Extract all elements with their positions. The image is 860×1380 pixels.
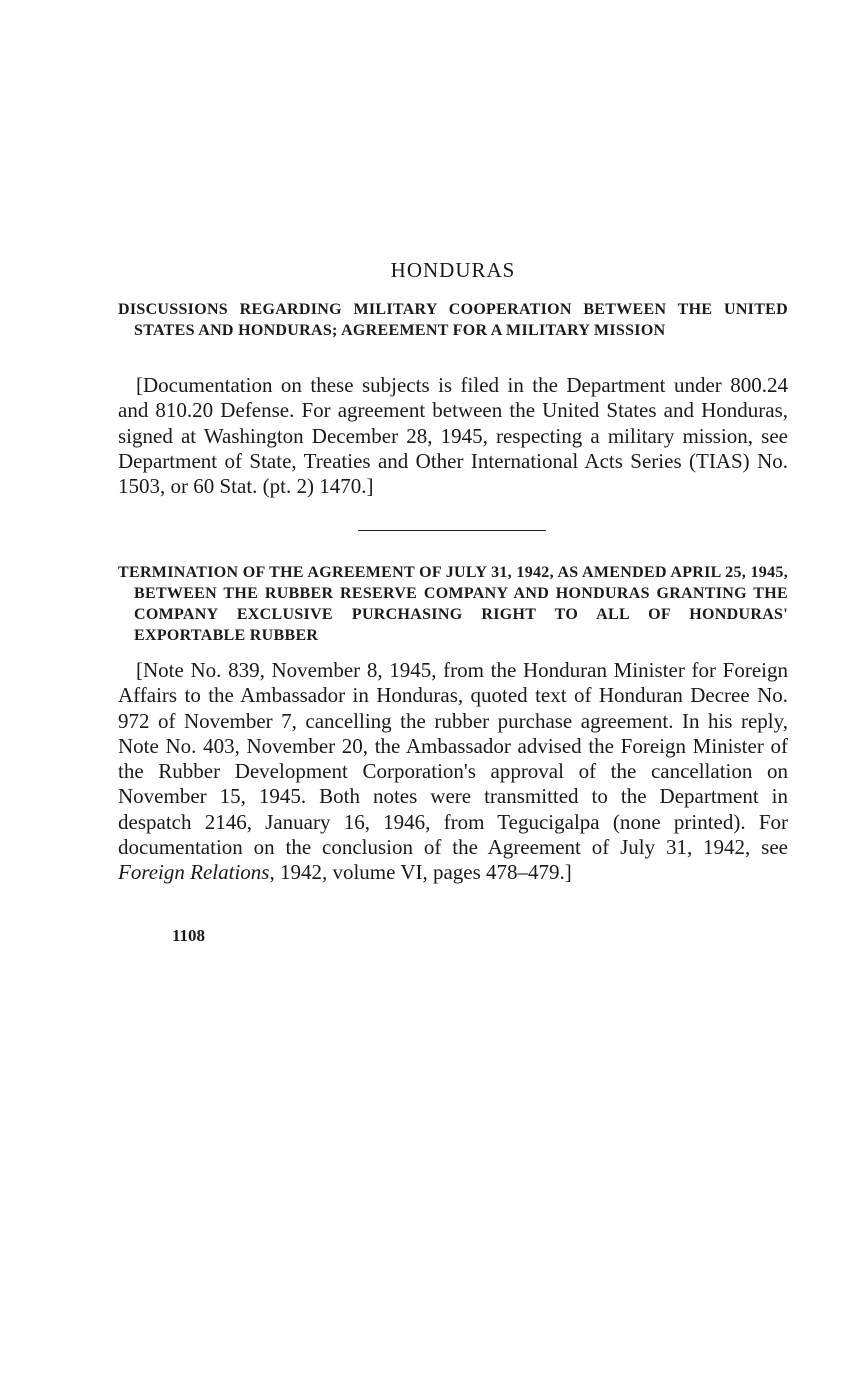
section-body-military-cooperation: [Documentation on these subjects is filed in the Department under 800.24 and 810.20 Defense. For agreement between the United States and Honduras, signed at Washington December 28, 1945, respecting a military mission, see Department of State, Treaties and Other International Acts Series (TIAS) No. 1503, or 60 Stat. (pt. 2) 1470.] — [118, 373, 788, 499]
section-divider — [358, 530, 546, 531]
section-heading-rubber-agreement: TERMINATION OF THE AGREEMENT OF JULY 31, 1942, AS AMENDED APRIL 25, 1945, BETWEEN THE RUBBER RESERVE COMPANY AND HONDURAS GRANTING THE COMPANY EXCLUSIVE PURCHASING RIGHT TO ALL OF HONDURAS' EXPORTABLE RUBBER — [118, 564, 788, 644]
section-body-rubber-agreement — [118, 658, 788, 886]
body-text-end: , 1942, volume VI, pages 478–479.] — [269, 860, 572, 885]
section-heading-military-cooperation: DISCUSSIONS REGARDING MILITARY COOPERATION BETWEEN THE UNITED STATES AND HONDURAS; AGREEMENT FOR A MILITARY MISSION — [118, 301, 788, 339]
publication-title: Foreign Relations — [118, 860, 270, 885]
page-number: 1108 — [172, 926, 206, 945]
body-text-main: [Note No. 839, November 8, 1945, from the Honduran Minister for Foreign Affairs to the Ambassador in Honduras, quoted text of Honduran Decree No. 972 of November 7, cancelling the rubber purchase agreement. In his reply, Note No. 403, November 20, the Ambassador advised the Foreign Minister of the Rubber Development Corporation's approval of the cancellation on November 15, 1945. Both notes were transmitted to the Department in despatch 2146, January 16, 1946, from Tegucigalpa (none printed). For documentation on the conclusion of the Agreement of July 31, 1942, see — [118, 658, 788, 860]
page-title: HONDURAS — [390, 258, 516, 282]
